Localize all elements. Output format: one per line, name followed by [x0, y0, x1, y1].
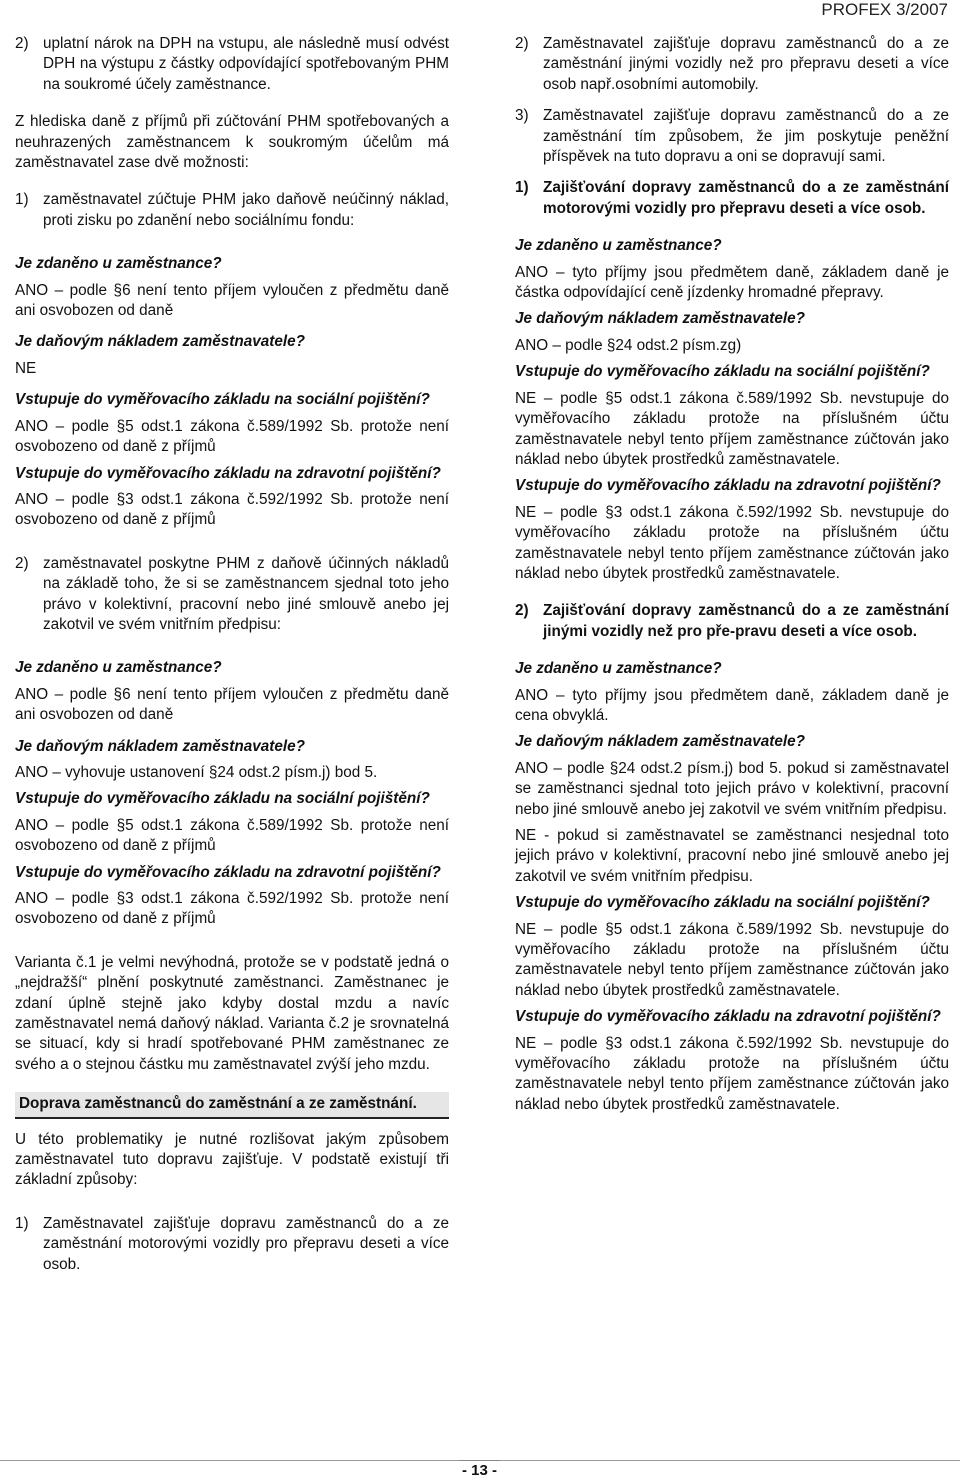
question: Je zdaněno u zaměstnance?: [15, 255, 222, 273]
question: Je zdaněno u zaměstnance?: [515, 237, 722, 255]
question: Vstupuje do vyměřovacího základu na zdravotní pojištění?: [515, 1008, 941, 1026]
question: Vstupuje do vyměřovacího základu na zdravotní pojištění?: [15, 464, 441, 482]
answer: NE – podle §3 odst.1 zákona č.592/1992 Sb. nevstupuje do vyměřovacího základu protože na příslušném účtu zaměstnavatele nebyl tento příjem zaměstnance zúčtován jako náklad nebo úbytek prostředků zaměstnavatele.: [515, 503, 949, 582]
answer: NE – podle §5 odst.1 zákona č.589/1992 Sb. nevstupuje do vyměřovacího základu protože na příslušném účtu zaměstnavatele nebyl tento příjem zaměstnance zúčtován jako náklad nebo úbytek prostředků zaměstnavatele.: [515, 920, 949, 999]
question: Je daňovým nákladem zaměstnavatele?: [515, 733, 805, 751]
answer: ANO – podle §5 odst.1 zákona č.589/1992 Sb. protože není osvobozeno od daně z příjmů: [15, 816, 449, 855]
question: Je daňovým nákladem zaměstnavatele?: [15, 333, 305, 351]
question: Je daňovým nákladem zaměstnavatele?: [15, 737, 305, 755]
item-number: 1): [515, 179, 529, 197]
question: Vstupuje do vyměřovacího základu na sociální pojištění?: [15, 391, 430, 409]
answer: ANO – podle §3 odst.1 zákona č.592/1992 Sb. protože není osvobozeno od daně z příjmů: [15, 890, 449, 928]
answer: ANO – podle §24 odst.2 písm.zg): [515, 336, 742, 354]
item-number: 2): [15, 35, 29, 52]
item-number: 2): [515, 602, 529, 620]
question: Vstupuje do vyměřovacího základu na zdravotní pojištění?: [515, 477, 941, 495]
question: Vstupuje do vyměřovacího základu na zdravotní pojištění?: [15, 863, 441, 881]
subsection-heading: [515, 178, 949, 219]
answer: NE – podle §5 odst.1 zákona č.589/1992 Sb. nevstupuje do vyměřovacího základu protože na příslušném účtu zaměstnavatele nebyl tento příjem zaměstnance zúčtován jako náklad nebo úbytek prostředků zaměstnavatele.: [515, 389, 949, 468]
list-item: [15, 1214, 449, 1275]
question: Vstupuje do vyměřovacího základu na sociální pojištění?: [515, 363, 930, 381]
left-column: [15, 34, 449, 1275]
answer: ANO – podle §6 není tento příjem vyloučen z předmětu daně ani osvobozen od daně: [15, 281, 449, 320]
paragraph: Z hlediska daně z příjmů při zúčtování PHM spotřebovaných a neuhrazených zaměstnancem k soukromým účelům má zaměstnavatel zase dvě možnosti:: [15, 113, 449, 172]
question: Je zdaněno u zaměstnance?: [515, 660, 722, 678]
list-item: [15, 190, 449, 231]
answer: NE: [15, 359, 37, 377]
section-heading: Doprava zaměstnanců do zaměstnání a ze zaměstnání.: [15, 1092, 449, 1118]
answer: ANO – podle §6 není tento příjem vyloučen z předmětu daně ani osvobozen od daně: [15, 685, 449, 724]
answer: NE - pokud si zaměstnavatel se zaměstnanci nesjednal toto jejich právo v kolektivní, pracovní nebo jiné smlouvě anebo jej zakotvil ve svém vnitřním předpisu.: [515, 827, 949, 885]
answer: ANO – podle §5 odst.1 zákona č.589/1992 Sb. protože není osvobozeno od daně z příjmů: [15, 417, 449, 456]
item-number: 3): [515, 107, 529, 125]
list-item: [15, 34, 449, 95]
item-text: Zaměstnavatel zajišťuje dopravu zaměstnanců do a ze zaměstnání motorovými vozidly pro přepravu deseti a více osob.: [43, 1214, 449, 1273]
item-text: zaměstnavatel zúčtuje PHM jako daňově neúčinný náklad, proti zisku po zdanění nebo sociálnímu fondu:: [43, 191, 449, 229]
answer: ANO – tyto příjmy jsou předmětem daně, základem daně je cena obvyklá.: [515, 686, 949, 724]
question: Je daňovým nákladem zaměstnavatele?: [515, 310, 805, 328]
question: Vstupuje do vyměřovacího základu na sociální pojištění?: [15, 790, 430, 808]
item-number: 2): [515, 35, 529, 52]
answer: ANO – vyhovuje ustanovení §24 odst.2 písm.j) bod 5.: [15, 763, 378, 781]
item-number: 1): [15, 191, 29, 209]
answer: ANO – podle §3 odst.1 zákona č.592/1992 Sb. protože není osvobozeno od daně z příjmů: [15, 490, 449, 529]
paragraph: U této problematiky je nutné rozlišovat jakým způsobem zaměstnavatel tuto dopravu zajišťuje. V podstatě existují tři základní způsoby:: [15, 1130, 449, 1189]
list-item: [15, 554, 449, 636]
page-header-title: PROFEX 3/2007: [821, 0, 948, 19]
right-column: [515, 34, 949, 1115]
paragraph: Varianta č.1 je velmi nevýhodná, protože se v podstatě jedná o „nejdražší“ plnění poskytnuté zaměstnanci. Zaměstnanec je zdaní úplně stejně jako kdyby dostal mzdu a navíc zaměstnavatel nemá daňový náklad. Varianta č.2 je srovnatelná se situací, kdy si hradí spotřebované PHM zaměstnanec ze svého a o stejnou částku mu zaměstnavatel zvýší jeho mzdu.: [15, 953, 449, 1073]
question: Je zdaněno u zaměstnance?: [15, 659, 222, 677]
answer: ANO – podle §24 odst.2 písm.j) bod 5. pokud si zaměstnavatel se zaměstnanci sjednal toto jejich právo v kolektivní, pracovní nebo jiné smlouvě anebo jej zakotvil ve svém vnitřním předpisu.: [515, 759, 949, 818]
item-number: 1): [15, 1214, 29, 1232]
answer: NE – podle §3 odst.1 zákona č.592/1992 Sb. nevstupuje do vyměřovacího základu protože na příslušném účtu zaměstnavatele nebyl tento příjem zaměstnance zúčtován jako náklad nebo úbytek prostředků zaměstnavatele.: [515, 1034, 949, 1113]
answer: ANO – tyto příjmy jsou předmětem daně, základem daně je částka odpovídající ceně jízdenky hromadné přepravy.: [515, 263, 949, 302]
list-item: [515, 106, 949, 167]
item-text: uplatní nárok na DPH na vstupu, ale následně musí odvést DPH na výstupu z částky odpovídající spotřebovaným PHM na soukromé účely zaměstnance.: [43, 35, 449, 93]
item-text: Zajišťování dopravy zaměstnanců do a ze zaměstnání jinými vozidly než pro pře-pravu deseti a více osob.: [543, 602, 949, 640]
item-text: Zajišťování dopravy zaměstnanců do a ze zaměstnání motorovými vozidly pro přepravu deseti a více osob.: [543, 179, 949, 217]
subsection-heading: [515, 601, 949, 642]
item-text: zaměstnavatel poskytne PHM z daňově účinných nákladů na základě toho, že si se zaměstnancem sjednal toto jeho právo v kolektivní, pracovní nebo jiné smlouvě anebo jej zakotvil ve svém vnitřním předpisu:: [43, 554, 449, 633]
list-item: [515, 34, 949, 95]
question: Vstupuje do vyměřovacího základu na sociální pojištění?: [515, 894, 930, 912]
item-number: 2): [15, 554, 29, 572]
item-text: Zaměstnavatel zajišťuje dopravu zaměstnanců do a ze zaměstnání jinými vozidly než pro přepravu deseti a více osob např.osobními automobily.: [543, 35, 949, 93]
page-number: - 13 -: [459, 1460, 500, 1480]
item-text: Zaměstnavatel zajišťuje dopravu zaměstnanců do a ze zaměstnání tím způsobem, že jim poskytuje peněžní příspěvek na tuto dopravu a oni se dopravují sami.: [543, 107, 949, 166]
